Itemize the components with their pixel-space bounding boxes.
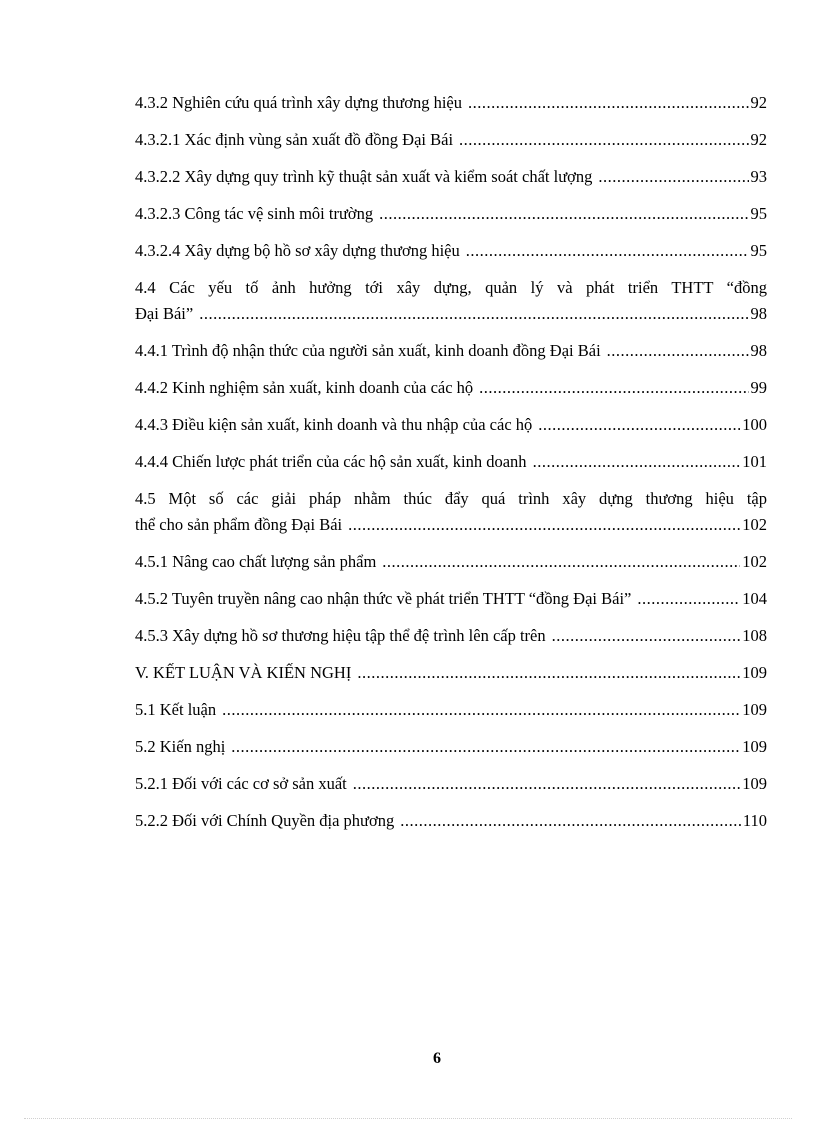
toc-dot-leader xyxy=(466,238,749,264)
toc-entry xyxy=(135,201,767,227)
toc-dot-leader xyxy=(637,586,740,612)
toc-entry-title: 4.3.2.1 Xác định vùng sản xuất đồ đồng Đại Bái xyxy=(135,130,454,149)
toc-entry xyxy=(135,338,767,364)
toc-dot-leader xyxy=(538,412,740,438)
toc-entry xyxy=(135,586,767,612)
toc-entry xyxy=(135,127,767,153)
toc-entry xyxy=(135,697,767,723)
toc-entry-page: 109 xyxy=(742,774,767,793)
toc-entry-title: 4.3.2.4 Xây dựng bộ hồ sơ xây dựng thương hiệu xyxy=(135,241,460,260)
toc-entry-title: 4.4.4 Chiến lược phát triển của các hộ sản xuất, kinh doanh xyxy=(135,452,527,471)
toc-entry xyxy=(135,623,767,649)
toc-entry-page: 95 xyxy=(750,204,767,223)
toc-dot-leader xyxy=(479,375,748,401)
toc-entry-title: 5.1 Kết luận xyxy=(135,700,217,719)
toc-entry-title: 4.4.1 Trình độ nhận thức của người sản xuất, kinh doanh đồng Đại Bái xyxy=(135,341,601,360)
toc-entry-title: 4.3.2.2 Xây dựng quy trình kỹ thuật sản xuất và kiểm soát chất lượng xyxy=(135,167,593,186)
toc-entry xyxy=(135,238,767,264)
toc-dot-leader xyxy=(353,771,740,797)
toc-entry-page: 109 xyxy=(742,737,767,756)
toc-entry xyxy=(135,549,767,575)
toc-entry-title: thể cho sản phẩm đồng Đại Bái xyxy=(135,515,343,534)
toc-entry-title: 4.5.1 Nâng cao chất lượng sản phẩm xyxy=(135,552,377,571)
toc-entry-page: 93 xyxy=(750,167,767,186)
toc-entry-title-line1: 4.4 Các yếu tố ảnh hưởng tới xây dựng, quản lý và phát triển THTT “đồng xyxy=(135,278,767,297)
toc-entry-page: 92 xyxy=(750,130,767,149)
toc-dot-leader xyxy=(552,623,741,649)
toc-dot-leader xyxy=(382,549,740,575)
toc-entry xyxy=(135,660,767,686)
toc-entry-title: 5.2.2 Đối với Chính Quyền địa phương xyxy=(135,811,395,830)
toc-dot-leader xyxy=(222,697,740,723)
toc-dot-leader xyxy=(357,660,740,686)
toc-entry-page: 104 xyxy=(742,589,767,608)
toc-entry-title: 4.5.3 Xây dựng hồ sơ thương hiệu tập thể đệ trình lên cấp trên xyxy=(135,626,546,645)
toc-entry-page: 98 xyxy=(750,341,767,360)
page-number: 6 xyxy=(433,1050,441,1067)
toc-dot-leader xyxy=(231,734,740,760)
toc-entry-page: 100 xyxy=(742,415,767,434)
toc-entry-page: 101 xyxy=(742,452,767,471)
toc-dot-leader xyxy=(598,164,748,190)
toc-entry-title-line1: 4.5 Một số các giải pháp nhằm thúc đẩy quá trình xây dựng thương hiệu tập xyxy=(135,489,767,508)
toc-entry-title: Đại Bái” xyxy=(135,304,194,323)
toc-entry-page: 102 xyxy=(742,552,767,571)
table-of-contents xyxy=(135,90,767,845)
toc-entry xyxy=(135,164,767,190)
toc-entry-title: 4.3.2.3 Công tác vệ sinh môi trường xyxy=(135,204,374,223)
toc-entry-page: 102 xyxy=(742,515,767,534)
toc-entry-title: 4.3.2 Nghiên cứu quá trình xây dựng thương hiệu xyxy=(135,93,463,112)
toc-dot-leader xyxy=(533,449,741,475)
toc-entry xyxy=(135,275,767,327)
toc-entry xyxy=(135,449,767,475)
page-bottom-divider xyxy=(24,1118,792,1119)
toc-dot-leader xyxy=(459,127,748,153)
toc-entry-page: 109 xyxy=(742,700,767,719)
toc-dot-leader xyxy=(199,301,748,327)
toc-entry-page: 99 xyxy=(750,378,767,397)
toc-entry xyxy=(135,771,767,797)
toc-entry-page: 108 xyxy=(742,626,767,645)
toc-entry-page: 109 xyxy=(742,663,767,682)
toc-entry-page: 92 xyxy=(750,93,767,112)
toc-entry-page: 98 xyxy=(750,304,767,323)
toc-entry xyxy=(135,412,767,438)
toc-entry-title: 4.4.3 Điều kiện sản xuất, kinh doanh và thu nhập của các hộ xyxy=(135,415,533,434)
toc-entry-page: 95 xyxy=(750,241,767,260)
toc-dot-leader xyxy=(379,201,748,227)
toc-entry xyxy=(135,90,767,116)
toc-entry-title: 5.2.1 Đối với các cơ sở sản xuất xyxy=(135,774,347,793)
toc-entry-page: 110 xyxy=(742,811,767,830)
toc-entry-title: 4.5.2 Tuyên truyền nâng cao nhận thức về phát triển THTT “đồng Đại Bái” xyxy=(135,589,632,608)
toc-entry-title: 5.2 Kiến nghị xyxy=(135,737,226,756)
toc-entry xyxy=(135,808,767,834)
toc-entry-title: 4.4.2 Kinh nghiệm sản xuất, kinh doanh của các hộ xyxy=(135,378,474,397)
toc-dot-leader xyxy=(468,90,748,116)
toc-entry-title: V. KẾT LUẬN VÀ KIẾN NGHỊ xyxy=(135,663,352,682)
toc-entry xyxy=(135,375,767,401)
toc-entry xyxy=(135,486,767,538)
toc-dot-leader xyxy=(348,512,740,538)
toc-dot-leader xyxy=(607,338,749,364)
toc-dot-leader xyxy=(400,808,741,834)
toc-entry xyxy=(135,734,767,760)
